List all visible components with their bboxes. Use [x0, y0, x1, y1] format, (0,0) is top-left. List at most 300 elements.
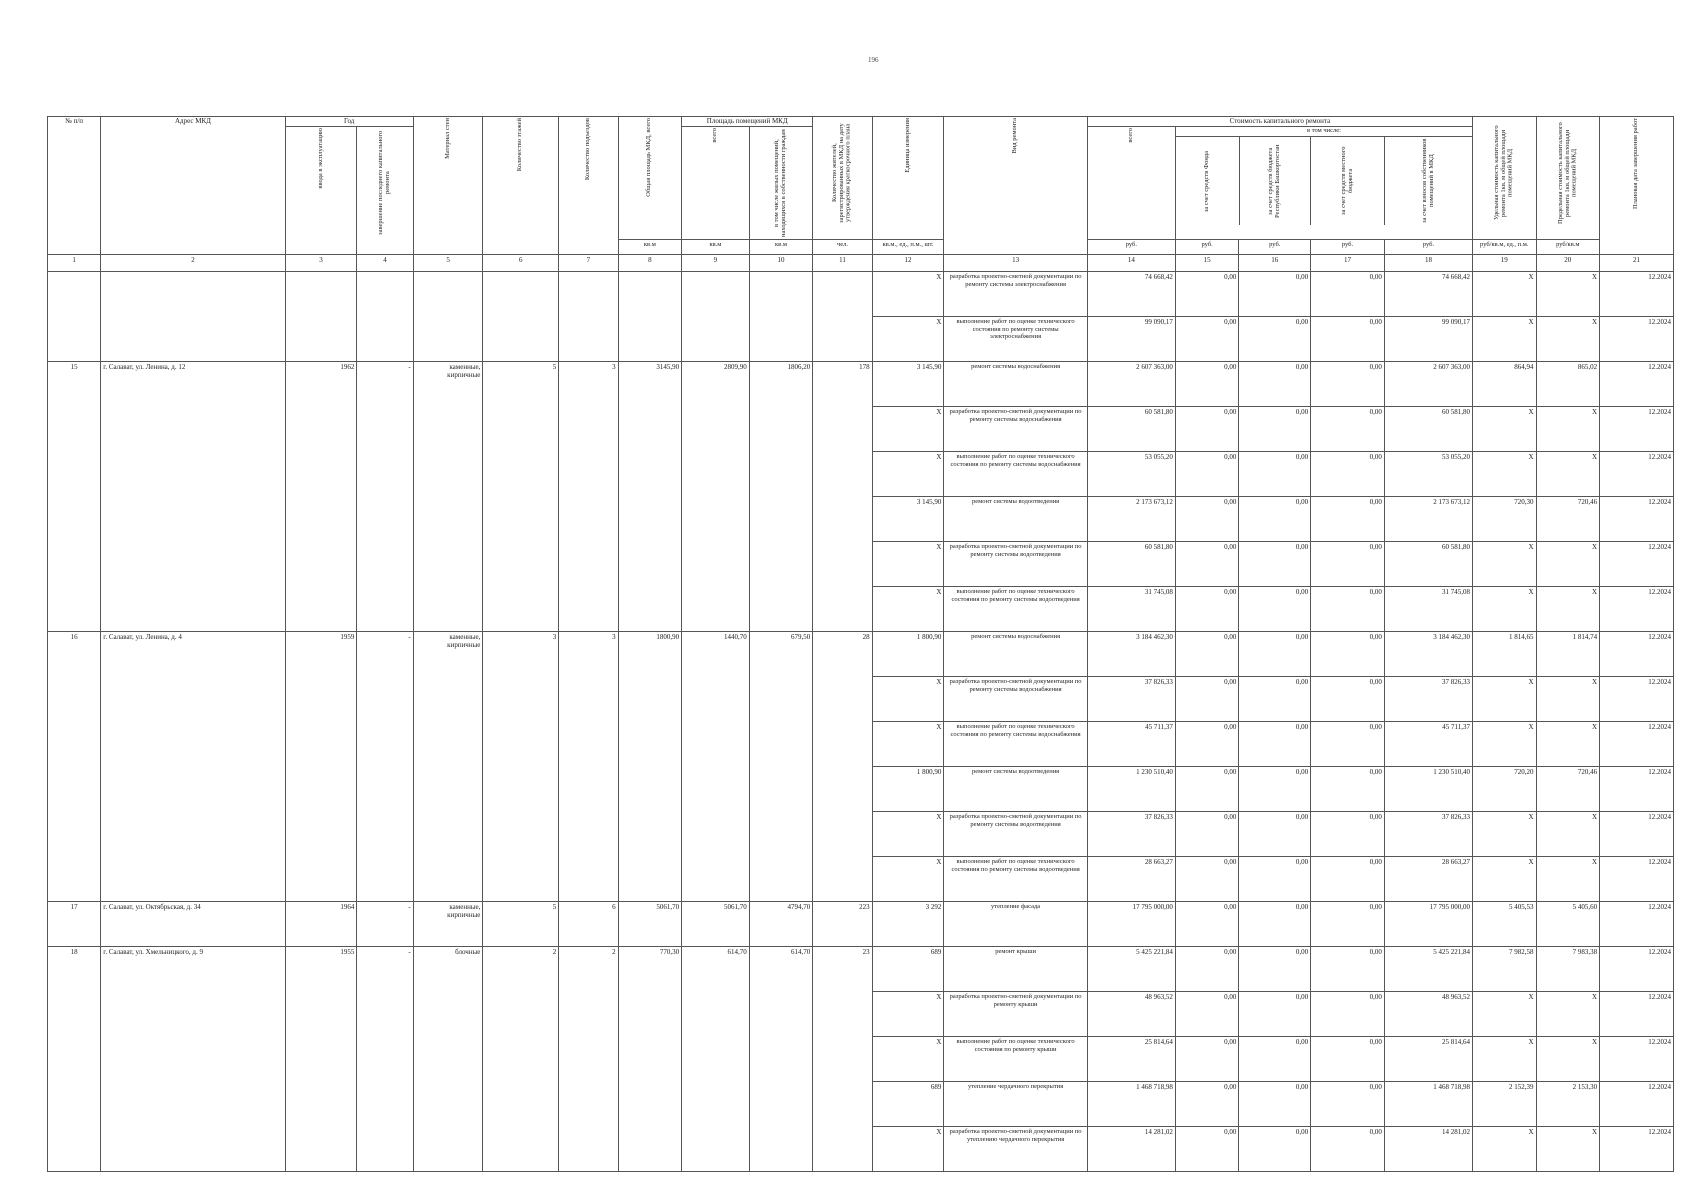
header-republic: за счет средств бюджета Республики Башкортостан — [1240, 137, 1312, 225]
header-num: № п/п — [48, 117, 101, 255]
cost-total-cell: 1 468 718,98 — [1087, 1082, 1175, 1127]
fund-cell: 0,00 — [1175, 542, 1239, 587]
max-cost-cell: X — [1536, 677, 1600, 722]
fund-cell: 0,00 — [1175, 722, 1239, 767]
max-cost-cell: 865,02 — [1536, 362, 1600, 407]
local-cell: 0,00 — [1311, 1127, 1385, 1172]
column-number: 20 — [1536, 255, 1600, 272]
table-row — [48, 272, 1674, 317]
owners-cell: 2 173 673,12 — [1384, 497, 1472, 542]
unit-cell: X — [872, 587, 944, 632]
republic-cell: 0,00 — [1239, 1082, 1311, 1127]
fund-cell: 0,00 — [1175, 407, 1239, 452]
unit-cell: 3 145,90 — [872, 362, 944, 407]
unit-cell: 689 — [872, 1082, 944, 1127]
specific-cost-cell: X — [1473, 587, 1537, 632]
header-fund: за счет средств Фонда — [1176, 137, 1240, 225]
residents-cell: 23 — [813, 947, 872, 1172]
column-number: 3 — [285, 255, 357, 272]
column-number: 9 — [682, 255, 750, 272]
year-cell: 1964 — [285, 902, 357, 947]
year-cell: 1959 — [285, 632, 357, 902]
planned-date-cell: 12.2024 — [1600, 542, 1674, 587]
max-cost-cell: 720,46 — [1536, 767, 1600, 812]
column-number: 1 — [48, 255, 101, 272]
premises-res-cell: 614,70 — [749, 947, 813, 1172]
cost-total-cell: 17 795 000,00 — [1087, 902, 1175, 947]
repair-type-cell: ремонт системы водоснабжения — [944, 632, 1087, 677]
owners-cell: 28 663,27 — [1384, 857, 1472, 902]
owners-cell: 60 581,80 — [1384, 542, 1472, 587]
premises-total-cell: 2809,90 — [682, 362, 750, 632]
cost-total-cell: 60 581,80 — [1087, 542, 1175, 587]
repair-type-cell: выполнение работ по оценке технического состояния по ремонту системы водоотведения — [944, 587, 1087, 632]
repair-type-cell: выполнение работ по оценке технического состояния по ремонту крыши — [944, 1037, 1087, 1082]
unit-max: руб/кв.м — [1536, 240, 1600, 255]
owners-cell: 17 795 000,00 — [1384, 902, 1472, 947]
max-cost-cell: X — [1536, 587, 1600, 632]
last-repair-cell — [357, 272, 413, 362]
unit-cell: X — [872, 857, 944, 902]
header-local: за счет средств местного бюджета — [1311, 137, 1385, 225]
num-cell: 15 — [48, 362, 101, 632]
walls-cell: каменные, кирпичные — [413, 632, 483, 902]
repair-type-cell: разработка проектно-сметной документации по ремонту системы водоотведения — [944, 812, 1087, 857]
republic-cell: 0,00 — [1239, 632, 1311, 677]
residents-cell: 28 — [813, 632, 872, 902]
max-cost-cell: X — [1536, 1127, 1600, 1172]
republic-cell: 0,00 — [1239, 452, 1311, 497]
cost-total-cell: 14 281,02 — [1087, 1127, 1175, 1172]
specific-cost-cell: X — [1473, 407, 1537, 452]
repair-type-cell: утепление фасада — [944, 902, 1087, 947]
premises-res-cell: 679,50 — [749, 632, 813, 902]
local-cell: 0,00 — [1311, 542, 1385, 587]
max-cost-cell: X — [1536, 992, 1600, 1037]
specific-cost-cell: 7 982,58 — [1473, 947, 1537, 992]
premises-res-cell: 1806,20 — [749, 362, 813, 632]
cost-total-cell: 74 668,42 — [1087, 272, 1175, 317]
fund-cell: 0,00 — [1175, 677, 1239, 722]
local-cell: 0,00 — [1311, 947, 1385, 992]
walls-cell: блочные — [413, 947, 483, 1172]
cost-total-cell: 2 607 363,00 — [1087, 362, 1175, 407]
header-cost-group: Стоимость капитального ремонта — [1087, 117, 1472, 127]
specific-cost-cell: 5 405,53 — [1473, 902, 1537, 947]
planned-date-cell: 12.2024 — [1600, 362, 1674, 407]
owners-cell: 53 055,20 — [1384, 452, 1472, 497]
num-cell: 17 — [48, 902, 101, 947]
unit-premises-res: кв.м — [749, 240, 813, 255]
local-cell: 0,00 — [1311, 407, 1385, 452]
year-cell: 1962 — [285, 362, 357, 632]
republic-cell: 0,00 — [1239, 407, 1311, 452]
planned-date-cell: 12.2024 — [1600, 272, 1674, 317]
fund-cell: 0,00 — [1175, 857, 1239, 902]
header-premises-total: всего — [682, 127, 750, 240]
cost-total-cell: 28 663,27 — [1087, 857, 1175, 902]
local-cell: 0,00 — [1311, 677, 1385, 722]
fund-cell: 0,00 — [1175, 1082, 1239, 1127]
planned-date-cell: 12.2024 — [1600, 587, 1674, 632]
address-cell: г. Салават, ул. Хмельницкого, д. 9 — [101, 947, 285, 1172]
planned-date-cell: 12.2024 — [1600, 902, 1674, 947]
specific-cost-cell: X — [1473, 452, 1537, 497]
local-cell: 0,00 — [1311, 857, 1385, 902]
republic-cell: 0,00 — [1239, 362, 1311, 407]
walls-cell: каменные, кирпичные — [413, 362, 483, 632]
specific-cost-cell: 864,94 — [1473, 362, 1537, 407]
max-cost-cell: X — [1536, 317, 1600, 362]
last-repair-cell: - — [357, 632, 413, 902]
local-cell: 0,00 — [1311, 362, 1385, 407]
cost-total-cell: 48 963,52 — [1087, 992, 1175, 1037]
repair-type-cell: ремонт системы водоотведения — [944, 767, 1087, 812]
column-number: 13 — [944, 255, 1087, 272]
specific-cost-cell: X — [1473, 1037, 1537, 1082]
header-cost-total: всего — [1087, 127, 1175, 240]
repair-type-cell: разработка проектно-сметной документации по утеплению чердачного перекрытия — [944, 1127, 1087, 1172]
fund-cell: 0,00 — [1175, 902, 1239, 947]
planned-date-cell: 12.2024 — [1600, 407, 1674, 452]
total-area-cell: 5061,70 — [618, 902, 682, 947]
owners-cell: 5 425 221,84 — [1384, 947, 1472, 992]
local-cell: 0,00 — [1311, 767, 1385, 812]
owners-cell: 1 230 510,40 — [1384, 767, 1472, 812]
header-premises-group: Площадь помещений МКД — [682, 117, 813, 127]
owners-cell: 25 814,64 — [1384, 1037, 1472, 1082]
local-cell: 0,00 — [1311, 317, 1385, 362]
planned-date-cell: 12.2024 — [1600, 722, 1674, 767]
header-year-last-repair: завершение последнего капитального ремонта — [357, 127, 413, 255]
header-planned-date: Плановая дата завершения работ — [1600, 117, 1674, 255]
planned-date-cell: 12.2024 — [1600, 677, 1674, 722]
num-cell: 18 — [48, 947, 101, 1172]
specific-cost-cell: X — [1473, 722, 1537, 767]
specific-cost-cell: 2 152,39 — [1473, 1082, 1537, 1127]
premises-total-cell: 614,70 — [682, 947, 750, 1172]
cost-total-cell: 45 711,37 — [1087, 722, 1175, 767]
unit-cell: X — [872, 677, 944, 722]
owners-cell: 31 745,08 — [1384, 587, 1472, 632]
floors-cell: 5 — [483, 902, 559, 947]
repair-type-cell: ремонт системы водоснабжения — [944, 362, 1087, 407]
planned-date-cell: 12.2024 — [1600, 947, 1674, 992]
total-area-cell — [618, 272, 682, 362]
republic-cell: 0,00 — [1239, 812, 1311, 857]
unit-measure: кв.м., ед., п.м., шт. — [872, 240, 944, 255]
column-number: 12 — [872, 255, 944, 272]
planned-date-cell: 12.2024 — [1600, 497, 1674, 542]
cost-total-cell: 25 814,64 — [1087, 1037, 1175, 1082]
floors-cell: 5 — [483, 362, 559, 632]
repair-type-cell: разработка проектно-сметной документации по ремонту системы водоснабжения — [944, 677, 1087, 722]
unit-cell: X — [872, 812, 944, 857]
specific-cost-cell: X — [1473, 677, 1537, 722]
owners-cell: 14 281,02 — [1384, 1127, 1472, 1172]
entrances-cell: 3 — [559, 362, 618, 632]
cost-total-cell: 5 425 221,84 — [1087, 947, 1175, 992]
last-repair-cell: - — [357, 902, 413, 947]
unit-total-area: кв.м — [618, 240, 682, 255]
max-cost-cell: X — [1536, 542, 1600, 587]
fund-cell: 0,00 — [1175, 1037, 1239, 1082]
max-cost-cell: X — [1536, 1037, 1600, 1082]
floors-cell — [483, 272, 559, 362]
specific-cost-cell: X — [1473, 812, 1537, 857]
owners-cell: 37 826,33 — [1384, 812, 1472, 857]
unit-cell: 3 292 — [872, 902, 944, 947]
entrances-cell: 6 — [559, 902, 618, 947]
header-wall-material: Материал стен — [413, 117, 483, 255]
unit-cell: X — [872, 542, 944, 587]
fund-cell: 0,00 — [1175, 497, 1239, 542]
fund-cell: 0,00 — [1175, 632, 1239, 677]
republic-cell: 0,00 — [1239, 1037, 1311, 1082]
specific-cost-cell: X — [1473, 272, 1537, 317]
walls-cell: каменные, кирпичные — [413, 902, 483, 947]
fund-cell: 0,00 — [1175, 767, 1239, 812]
local-cell: 0,00 — [1311, 902, 1385, 947]
total-area-cell: 3145,90 — [618, 362, 682, 632]
year-cell: 1955 — [285, 947, 357, 1172]
walls-cell — [413, 272, 483, 362]
column-number: 15 — [1175, 255, 1239, 272]
header-total-area: Общая площадь МКД, всего — [618, 117, 682, 240]
repair-type-cell: выполнение работ по оценке технического состояния по ремонту системы водоснабжения — [944, 452, 1087, 497]
local-cell: 0,00 — [1311, 1037, 1385, 1082]
fund-cell: 0,00 — [1175, 812, 1239, 857]
republic-cell: 0,00 — [1239, 1127, 1311, 1172]
owners-cell: 37 826,33 — [1384, 677, 1472, 722]
entrances-cell: 2 — [559, 947, 618, 1172]
local-cell: 0,00 — [1311, 812, 1385, 857]
republic-cell: 0,00 — [1239, 722, 1311, 767]
fund-cell: 0,00 — [1175, 317, 1239, 362]
specific-cost-cell: X — [1473, 317, 1537, 362]
unit-premises-total: кв.м — [682, 240, 750, 255]
capital-repair-table — [47, 116, 1674, 1172]
header-specific-cost: Удельная стоимость капитального ремонта 1кв. м общей площади помещений МКД — [1473, 117, 1537, 240]
fund-cell: 0,00 — [1175, 452, 1239, 497]
planned-date-cell: 12.2024 — [1600, 857, 1674, 902]
cost-total-cell: 53 055,20 — [1087, 452, 1175, 497]
floors-cell: 3 — [483, 632, 559, 902]
republic-cell: 0,00 — [1239, 767, 1311, 812]
fund-cell: 0,00 — [1175, 362, 1239, 407]
table-row — [48, 947, 1674, 992]
column-number: 8 — [618, 255, 682, 272]
header-unit: Единица измерения — [872, 117, 944, 240]
owners-cell: 3 184 462,30 — [1384, 632, 1472, 677]
max-cost-cell: 1 814,74 — [1536, 632, 1600, 677]
republic-cell: 0,00 — [1239, 542, 1311, 587]
fund-cell: 0,00 — [1175, 272, 1239, 317]
max-cost-cell: 2 153,30 — [1536, 1082, 1600, 1127]
republic-cell: 0,00 — [1239, 902, 1311, 947]
unit-residents: чел. — [813, 240, 872, 255]
column-number: 16 — [1239, 255, 1311, 272]
republic-cell: 0,00 — [1239, 857, 1311, 902]
max-cost-cell: 7 983,38 — [1536, 947, 1600, 992]
residents-cell: 223 — [813, 902, 872, 947]
page-number: 196 — [868, 56, 879, 64]
unit-cell: 3 145,90 — [872, 497, 944, 542]
unit-republic: руб. — [1239, 240, 1311, 255]
premises-total-cell — [682, 272, 750, 362]
cost-total-cell: 2 173 673,12 — [1087, 497, 1175, 542]
republic-cell: 0,00 — [1239, 272, 1311, 317]
cost-total-cell: 60 581,80 — [1087, 407, 1175, 452]
unit-specific: руб/кв.м, ед., п.м. — [1473, 240, 1537, 255]
specific-cost-cell: X — [1473, 857, 1537, 902]
header-row-1 — [48, 117, 1674, 127]
table-body — [48, 272, 1674, 1172]
unit-cell: X — [872, 317, 944, 362]
unit-cell: 689 — [872, 947, 944, 992]
republic-cell: 0,00 — [1239, 947, 1311, 992]
repair-type-cell: разработка проектно-сметной документации по ремонту системы водоотведения — [944, 542, 1087, 587]
planned-date-cell: 12.2024 — [1600, 452, 1674, 497]
header-owners: за счет взносов собственников помещений в МКД — [1420, 138, 1435, 224]
column-number: 7 — [559, 255, 618, 272]
column-number: 4 — [357, 255, 413, 272]
unit-fund: руб. — [1175, 240, 1239, 255]
local-cell: 0,00 — [1311, 272, 1385, 317]
max-cost-cell: X — [1536, 722, 1600, 767]
num-cell — [48, 272, 101, 362]
header-premises-residential: в том числе жилых помещений, находящихся в собственности граждан — [749, 127, 813, 240]
planned-date-cell: 12.2024 — [1600, 1082, 1674, 1127]
local-cell: 0,00 — [1311, 1082, 1385, 1127]
cost-total-cell: 37 826,33 — [1087, 812, 1175, 857]
entrances-cell: 3 — [559, 632, 618, 902]
header-residents: Количество жителей, зарегистрированных в МКД на дату утверждения краткосрочного плана — [813, 117, 872, 240]
owners-cell: 1 468 718,98 — [1384, 1082, 1472, 1127]
specific-cost-cell: X — [1473, 992, 1537, 1037]
column-numbers-row — [48, 255, 1674, 272]
max-cost-cell: 720,46 — [1536, 497, 1600, 542]
max-cost-cell: X — [1536, 812, 1600, 857]
address-cell — [101, 272, 285, 362]
planned-date-cell: 12.2024 — [1600, 767, 1674, 812]
owners-cell: 60 581,80 — [1384, 407, 1472, 452]
header-incl-group: в том числе: за счет средств Фонда за счет средств бюджета Республики Башкортостан за счет средств местного бюджета за счет взносов собственников помещений в МКД — [1175, 127, 1472, 240]
header-repair-type: Вид ремонта — [944, 117, 1087, 255]
planned-date-cell: 12.2024 — [1600, 632, 1674, 677]
premises-res-cell — [749, 272, 813, 362]
cost-total-cell: 1 230 510,40 — [1087, 767, 1175, 812]
address-cell: г. Салават, ул. Ленина, д. 4 — [101, 632, 285, 902]
local-cell: 0,00 — [1311, 992, 1385, 1037]
owners-cell: 45 711,37 — [1384, 722, 1472, 767]
address-cell: г. Салават, ул. Октябрьская, д. 34 — [101, 902, 285, 947]
specific-cost-cell: X — [1473, 542, 1537, 587]
header-floors: Количество этажей — [483, 117, 559, 255]
specific-cost-cell: X — [1473, 1127, 1537, 1172]
column-number: 14 — [1087, 255, 1175, 272]
unit-owners: руб. — [1384, 240, 1472, 255]
last-repair-cell: - — [357, 947, 413, 1172]
local-cell: 0,00 — [1311, 722, 1385, 767]
planned-date-cell: 12.2024 — [1600, 1127, 1674, 1172]
max-cost-cell: X — [1536, 857, 1600, 902]
owners-cell: 74 668,42 — [1384, 272, 1472, 317]
column-number: 11 — [813, 255, 872, 272]
local-cell: 0,00 — [1311, 452, 1385, 497]
table-row — [48, 362, 1674, 407]
total-area-cell: 770,30 — [618, 947, 682, 1172]
owners-cell: 48 963,52 — [1384, 992, 1472, 1037]
max-cost-cell: X — [1536, 407, 1600, 452]
planned-date-cell: 12.2024 — [1600, 812, 1674, 857]
unit-cell: 1 800,90 — [872, 767, 944, 812]
specific-cost-cell: 720,20 — [1473, 767, 1537, 812]
header-year-commission: ввода в эксплуатацию — [285, 127, 357, 255]
year-cell — [285, 272, 357, 362]
last-repair-cell: - — [357, 362, 413, 632]
local-cell: 0,00 — [1311, 587, 1385, 632]
unit-cell: X — [872, 452, 944, 497]
repair-type-cell: ремонт системы водоотведения — [944, 497, 1087, 542]
unit-cost-total: руб. — [1087, 240, 1175, 255]
republic-cell: 0,00 — [1239, 317, 1311, 362]
planned-date-cell: 12.2024 — [1600, 992, 1674, 1037]
column-number: 10 — [749, 255, 813, 272]
premises-total-cell: 1440,70 — [682, 632, 750, 902]
cost-total-cell: 99 090,17 — [1087, 317, 1175, 362]
residents-cell — [813, 272, 872, 362]
unit-local: руб. — [1311, 240, 1385, 255]
column-number: 17 — [1311, 255, 1385, 272]
column-number: 21 — [1600, 255, 1674, 272]
specific-cost-cell: 720,30 — [1473, 497, 1537, 542]
unit-cell: X — [872, 272, 944, 317]
table-row — [48, 902, 1674, 947]
repair-type-cell: утепление чердачного перекрытия — [944, 1082, 1087, 1127]
republic-cell: 0,00 — [1239, 497, 1311, 542]
cost-total-cell: 37 826,33 — [1087, 677, 1175, 722]
local-cell: 0,00 — [1311, 632, 1385, 677]
owners-cell: 2 607 363,00 — [1384, 362, 1472, 407]
unit-cell: 1 800,90 — [872, 632, 944, 677]
planned-date-cell: 12.2024 — [1600, 1037, 1674, 1082]
repair-type-cell: разработка проектно-сметной документации по ремонту системы водоснабжения — [944, 407, 1087, 452]
header-address: Адрес МКД — [101, 117, 285, 255]
header-max-cost: Предельная стоимость капитального ремонта 1кв. м общей площади помещений МКД — [1536, 117, 1600, 240]
fund-cell: 0,00 — [1175, 587, 1239, 632]
column-number: 5 — [413, 255, 483, 272]
repair-type-cell: разработка проектно-сметной документации по ремонту системы электроснабжения — [944, 272, 1087, 317]
specific-cost-cell: 1 814,65 — [1473, 632, 1537, 677]
unit-cell: X — [872, 1127, 944, 1172]
address-cell: г. Салават, ул. Ленина, д. 12 — [101, 362, 285, 632]
repair-type-cell: выполнение работ по оценке технического состояния по ремонту системы водоотведения — [944, 857, 1087, 902]
header-year-group: Год — [285, 117, 413, 127]
fund-cell: 0,00 — [1175, 947, 1239, 992]
max-cost-cell: X — [1536, 272, 1600, 317]
premises-total-cell: 5061,70 — [682, 902, 750, 947]
table-row — [48, 632, 1674, 677]
unit-cell: X — [872, 407, 944, 452]
total-area-cell: 1800,90 — [618, 632, 682, 902]
fund-cell: 0,00 — [1175, 1127, 1239, 1172]
column-number: 2 — [101, 255, 285, 272]
header-entrances: Количество подъездов — [559, 117, 618, 255]
republic-cell: 0,00 — [1239, 587, 1311, 632]
residents-cell: 178 — [813, 362, 872, 632]
num-cell: 16 — [48, 632, 101, 902]
